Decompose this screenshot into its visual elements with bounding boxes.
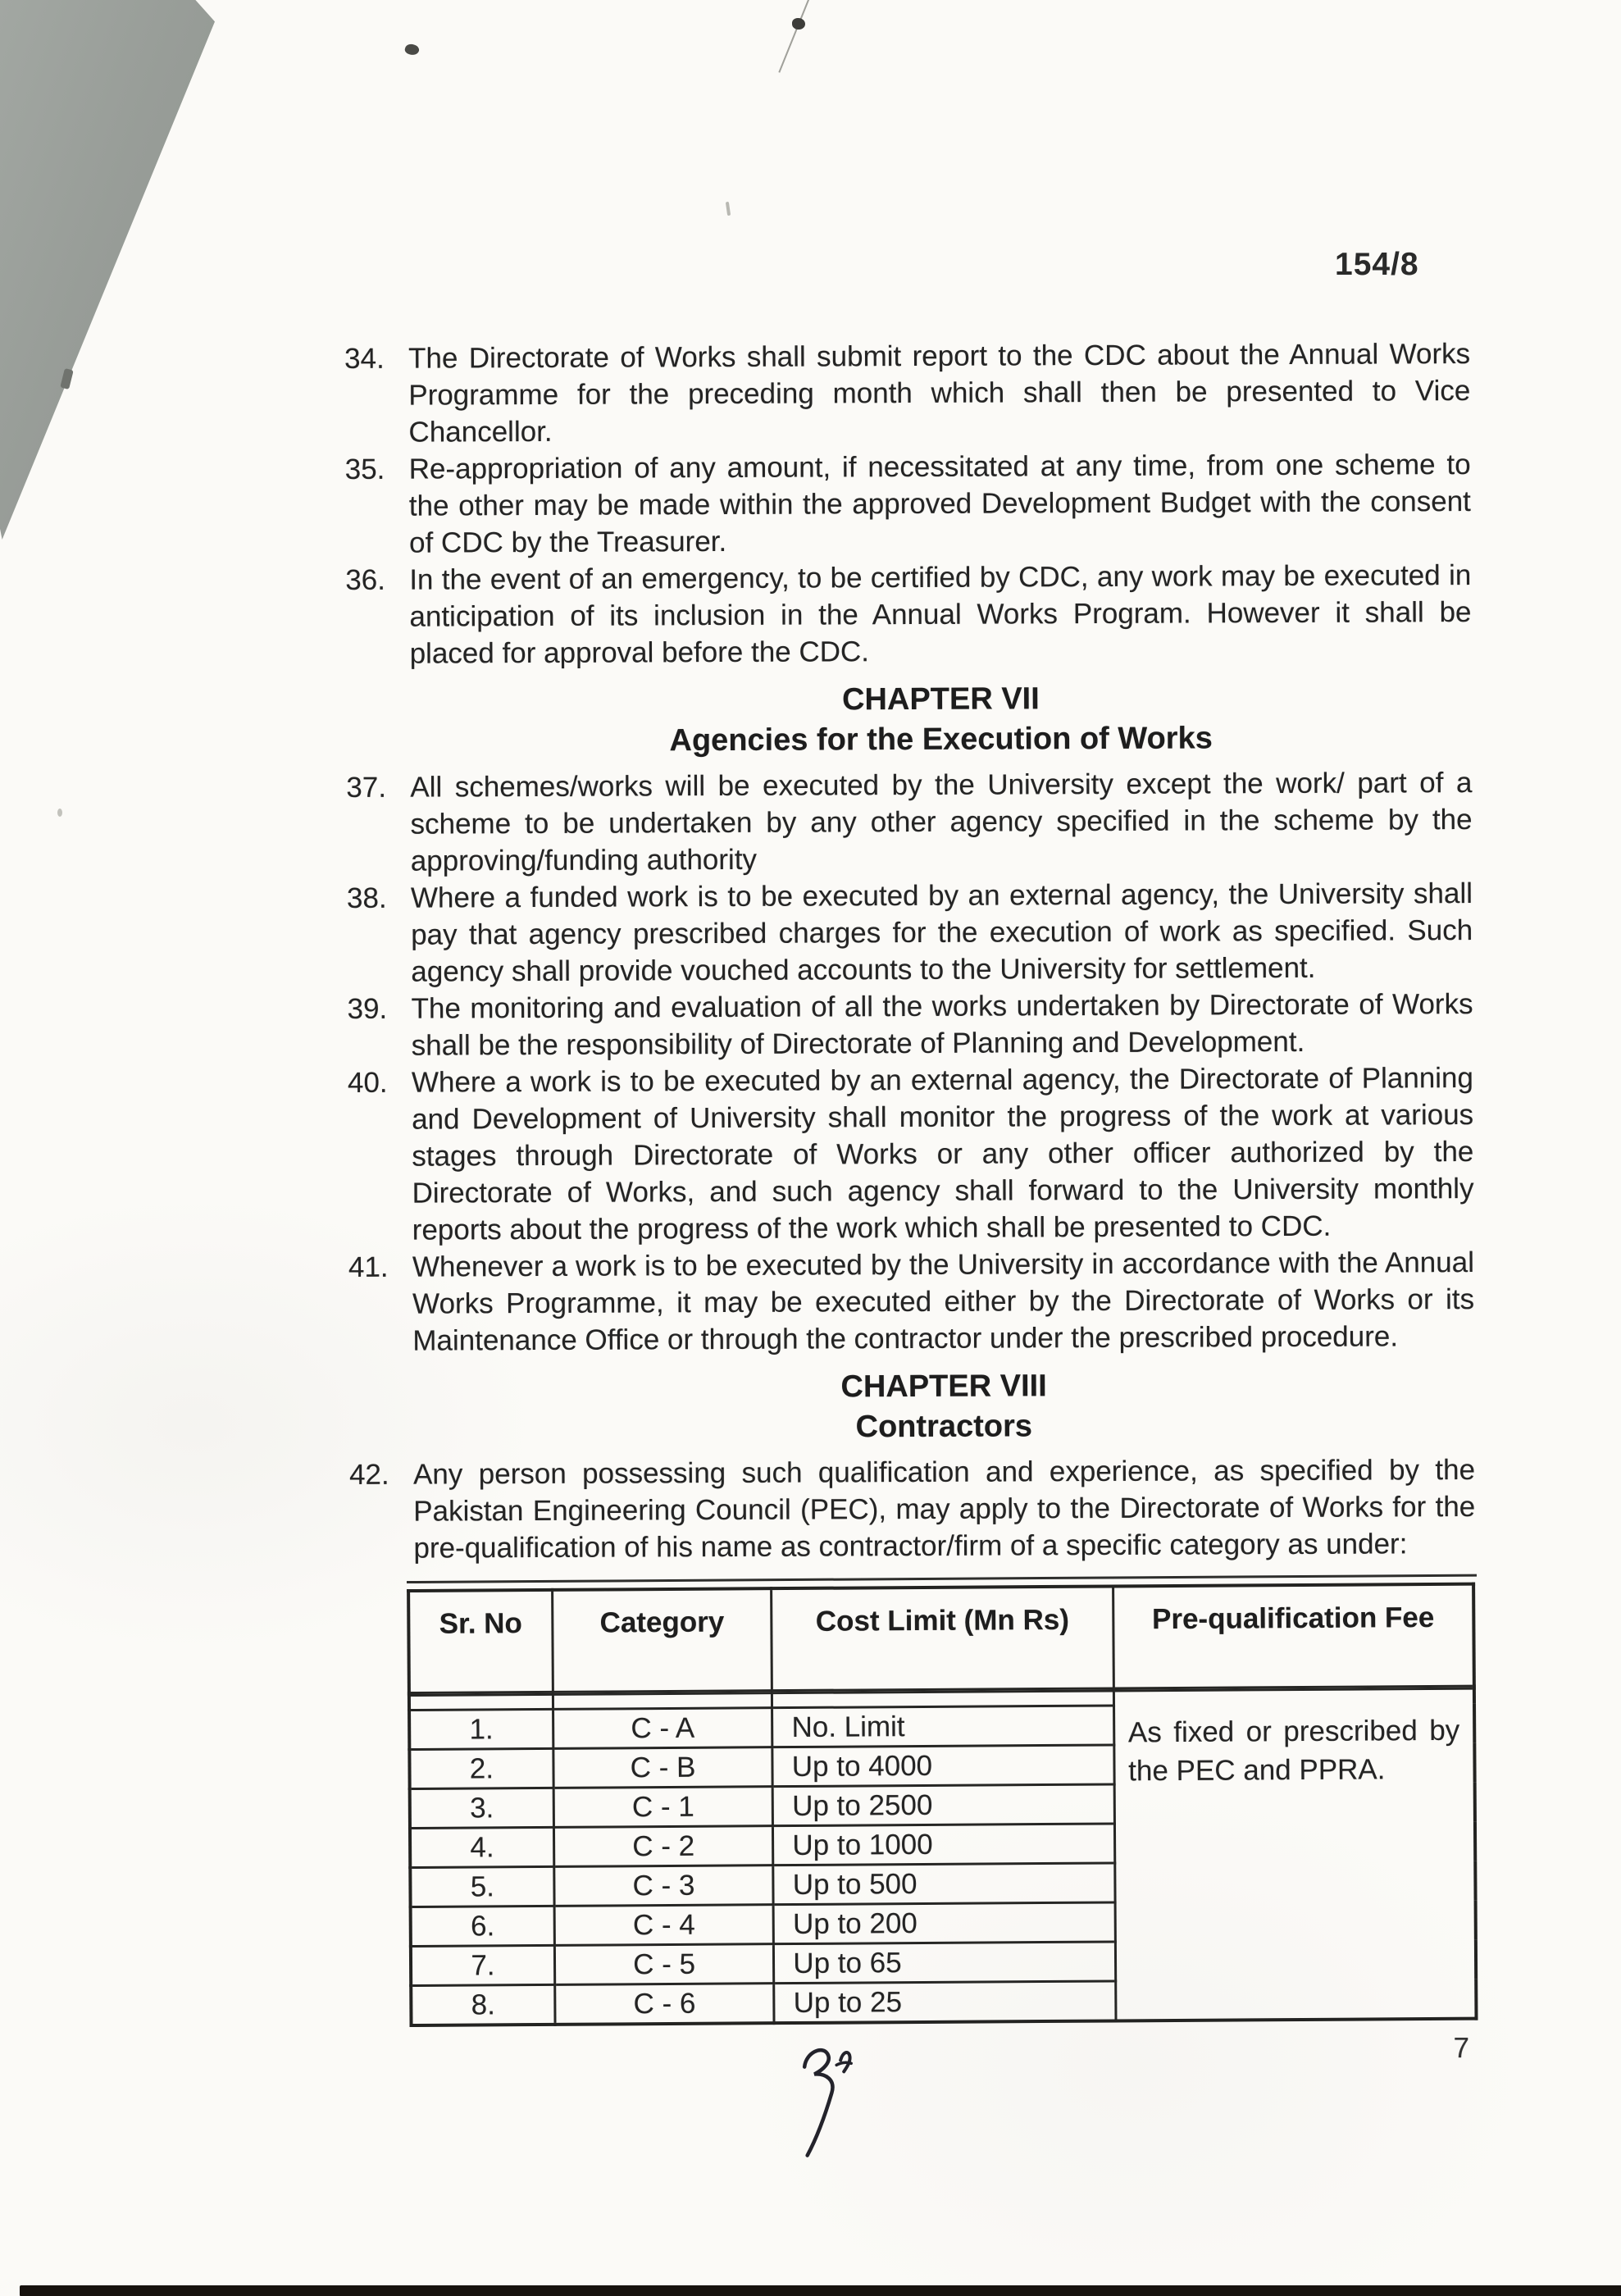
table-header-cell: Category <box>552 1588 772 1692</box>
table-header-cell: Sr. No <box>408 1590 553 1693</box>
chapter-heading-line: CHAPTER VII <box>841 681 1040 718</box>
category-cell: C - 4 <box>554 1905 774 1946</box>
numbered-item <box>346 764 1473 880</box>
table-header-cell: Pre-qualification Fee <box>1113 1584 1474 1688</box>
item-text: All schemes/works will be executed by the University except the work/ part of a scheme to be undertaken by any other agency specified in the scheme by the approving/funding authority <box>410 767 1473 877</box>
page-footer-row <box>352 2021 1478 2167</box>
ink-speck <box>726 202 731 216</box>
ink-speck <box>403 43 420 57</box>
cost-limit-cell: No. Limit <box>772 1706 1114 1747</box>
category-cell: C - 5 <box>554 1944 774 1985</box>
cost-limit-cell: Up to 25 <box>774 1981 1116 2023</box>
category-cell: C - 6 <box>555 1984 775 2025</box>
cost-limit-cell: Up to 2500 <box>772 1784 1114 1826</box>
numbered-item <box>345 557 1472 672</box>
cost-limit-cell: Up to 1000 <box>773 1824 1115 1866</box>
category-cell: C - 1 <box>553 1787 773 1828</box>
chapter-heading <box>410 677 1472 763</box>
pen-stroke-mark <box>778 0 810 73</box>
item-text: Any person possessing such qualification and experience, as specified by the Pakistan Engineering Council (PEC), may apply to the Directorate of Works for the pre-qualification of his name as contractor/firm of a specific category as under: <box>412 1453 1476 1565</box>
item-text: The monitoring and evaluation of all the works undertaken by Directorate of Works shall be the responsibility of Directorate of Planning and Development. <box>411 988 1473 1062</box>
numbered-item <box>348 1244 1475 1360</box>
table-header-row <box>408 1584 1474 1693</box>
cost-limit-cell: Up to 65 <box>774 1942 1116 1984</box>
item-text: The Directorate of Works shall submit report to the CDC about the Annual Works Programme for the preceding month which shall then be presented to Vice Chancellor. <box>408 338 1471 449</box>
serial-number-cell: 1. <box>409 1709 553 1749</box>
item-text: Where a work is to be executed by an external agency, the Directorate of Planning and Development of University shall monitor the progress of the work at various stages through Directorate of Works or any other officer authorized by the Directorate of Works, and such agency shall forward to the University monthly reports about the progress of the work which shall be presented to CDC. <box>411 1062 1474 1246</box>
text-blocks <box>344 335 1476 1567</box>
serial-number-cell: 2. <box>409 1748 553 1788</box>
serial-number-cell: 6. <box>411 1906 555 1946</box>
ink-speck <box>57 809 62 817</box>
category-cell: C - 3 <box>554 1866 774 1906</box>
contractor-category-table <box>407 1583 1478 2027</box>
item-text: In the event of an emergency, to be certified by CDC, any work may be executed in anticipation of its inclusion in the Annual Works Program. However it shall be placed for approval before the CDC. <box>409 559 1472 670</box>
item-number: 37. <box>346 771 387 804</box>
cost-limit-cell: Up to 500 <box>773 1863 1115 1905</box>
serial-number-cell: 3. <box>410 1788 554 1828</box>
category-cell: C - 2 <box>553 1826 773 1867</box>
category-cell: C - B <box>553 1747 773 1788</box>
spacer-cell <box>409 1694 553 1710</box>
serial-number-cell: 4. <box>410 1827 554 1867</box>
table-body <box>409 1688 1477 2025</box>
serial-number-cell: 7. <box>411 1945 555 1985</box>
item-number: 35. <box>344 453 385 485</box>
ink-speck <box>792 18 805 30</box>
item-text: Re-appropriation of any amount, if necessitated at any time, from one scheme to the other may be made within the approved Development Budget with the consent of CDC by the Treasurer. <box>408 449 1471 559</box>
item-number: 38. <box>346 882 387 914</box>
item-number: 34. <box>344 342 385 375</box>
document-body <box>344 335 1478 2167</box>
numbered-item <box>347 986 1473 1064</box>
item-number: 40. <box>347 1066 388 1099</box>
item-text: Whenever a work is to be executed by the University in accordance with the Annual Works Programme, it may be executed either by the Directorate of Works or its Maintenance Office or through the contractor under the prescribed procedure. <box>412 1246 1475 1357</box>
fee-note-cell: As fixed or prescribed by the PEC and PPRA. <box>1113 1688 1476 2020</box>
item-number: 39. <box>347 992 388 1025</box>
item-number: 42. <box>348 1458 389 1491</box>
numbered-item <box>347 875 1473 991</box>
serial-number-cell: 8. <box>411 1984 555 2025</box>
table-header-cell: Cost Limit (Mn Rs) <box>772 1586 1113 1690</box>
page-number: 7 <box>1453 2032 1470 2065</box>
handwritten-initials <box>793 2042 864 2165</box>
item-number: 41. <box>348 1250 389 1283</box>
item-text: Where a funded work is to be executed by an external agency, the University shall pay that agency prescribed charges for the execution of work as specified. Such agency shall provide vouched accounts to the University for settlement. <box>410 877 1473 988</box>
chapter-heading <box>412 1364 1474 1450</box>
chapter-heading-line: CHAPTER VIII <box>840 1369 1047 1405</box>
category-cell: C - A <box>553 1708 772 1749</box>
numbered-item <box>348 1059 1474 1249</box>
serial-number-cell: 5. <box>410 1866 554 1906</box>
numbered-item <box>344 335 1471 451</box>
chapter-heading-line: Contractors <box>855 1409 1033 1445</box>
spacer-cell <box>553 1693 772 1710</box>
page-ref-number: 154/8 <box>1335 247 1419 282</box>
numbered-item <box>345 446 1472 562</box>
cost-limit-cell: Up to 200 <box>773 1902 1115 1944</box>
item-number: 36. <box>345 563 386 596</box>
numbered-item <box>349 1451 1476 1567</box>
chapter-heading-line: Agencies for the Execution of Works <box>669 721 1213 758</box>
cost-limit-cell: Up to 4000 <box>772 1745 1114 1787</box>
scan-edge-bar <box>20 2285 1621 2296</box>
scanner-corner-fold <box>0 0 215 540</box>
